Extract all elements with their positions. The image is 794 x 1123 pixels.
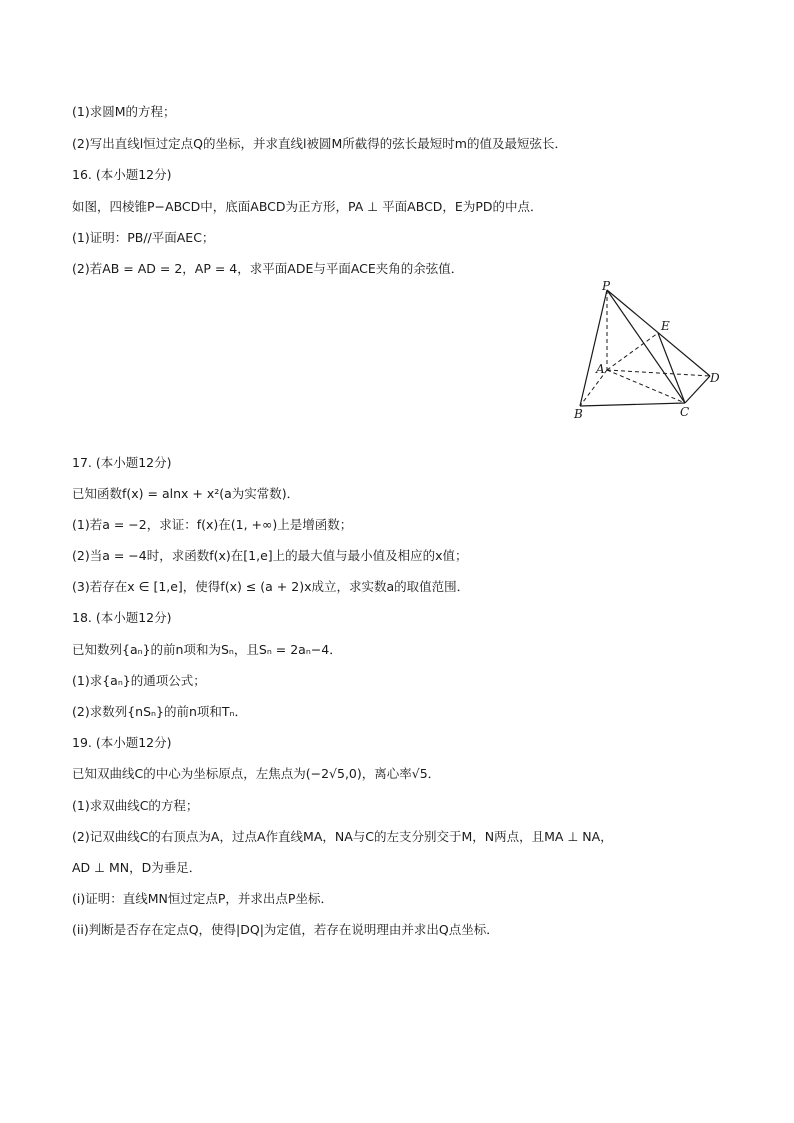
q16-part1: (1)证明：PB//平面AEC； bbox=[72, 230, 215, 245]
q19-sub-i: (i)证明：直线MN恒过定点P，并求出点P坐标． bbox=[72, 891, 333, 906]
edge-ae bbox=[607, 333, 658, 370]
edge-ad bbox=[607, 370, 710, 376]
q19-part2-line1: (2)记双曲线C的右顶点为A，过点A作直线MA，NA与C的左支分别交于M，N两点，且MA ⊥ NA， bbox=[72, 829, 613, 844]
q17-stem: 已知函数f(x) = alnx + x²(a为实常数)． bbox=[72, 486, 300, 501]
label-d: D bbox=[710, 371, 720, 385]
q19-part1: (1)求双曲线C的方程； bbox=[72, 798, 199, 813]
q17-part2: (2)当a = −4时，求函数f(x)在[1,e]上的最大值与最小值及相应的x值； bbox=[72, 548, 468, 563]
q15-part1: (1)求圆M的方程； bbox=[72, 104, 176, 119]
edge-bc bbox=[580, 403, 685, 406]
q16-part2: (2)若AB = AD = 2，AP = 4，求平面ADE与平面ACE夹角的余弦值． bbox=[72, 261, 464, 276]
q16-stem: 如图，四棱锥P−ABCD中，底面ABCD为正方形，PA ⊥ 平面ABCD，E为PD的中点． bbox=[72, 199, 543, 214]
label-a: A bbox=[596, 362, 605, 376]
label-b: B bbox=[574, 407, 583, 421]
q19-part2-line2: AD ⊥ MN，D为垂足． bbox=[72, 860, 202, 875]
label-e: E bbox=[661, 319, 670, 333]
pyramid-figure bbox=[560, 278, 740, 423]
pyramid-diagram bbox=[560, 278, 740, 423]
q18-part1: (1)求{aₙ}的通项公式； bbox=[72, 673, 206, 688]
label-c: C bbox=[680, 405, 690, 419]
q16-header: 16. (本小题12分) bbox=[72, 167, 172, 182]
q18-part2: (2)求数列{nSₙ}的前n项和Tₙ． bbox=[72, 704, 247, 719]
q17-header: 17. (本小题12分) bbox=[72, 455, 172, 470]
q19-header: 19. (本小题12分) bbox=[72, 735, 172, 750]
q18-header: 18. (本小题12分) bbox=[72, 610, 172, 625]
q18-stem: 已知数列{aₙ}的前n项和为Sₙ，且Sₙ = 2aₙ−4． bbox=[72, 642, 342, 657]
q17-part1: (1)若a = −2，求证：f(x)在(1, +∞)上是增函数； bbox=[72, 517, 353, 532]
label-p: P bbox=[602, 279, 611, 293]
q15-part2: (2)写出直线l恒过定点Q的坐标，并求直线l被圆M所截得的弦长最短时m的值及最短弦长． bbox=[72, 136, 567, 151]
q19-stem: 已知双曲线C的中心为坐标原点，左焦点为(−2√5,0)，离心率√5． bbox=[72, 766, 441, 781]
edge-cd bbox=[685, 376, 710, 403]
q19-sub-ii: (ii)判断是否存在定点Q，使得|DQ|为定值，若存在说明理由并求出Q点坐标． bbox=[72, 922, 499, 937]
q17-part3: (3)若存在x ∈ [1,e]，使得f(x) ≤ (a + 2)x成立，求实数a的取值范围． bbox=[72, 579, 470, 594]
